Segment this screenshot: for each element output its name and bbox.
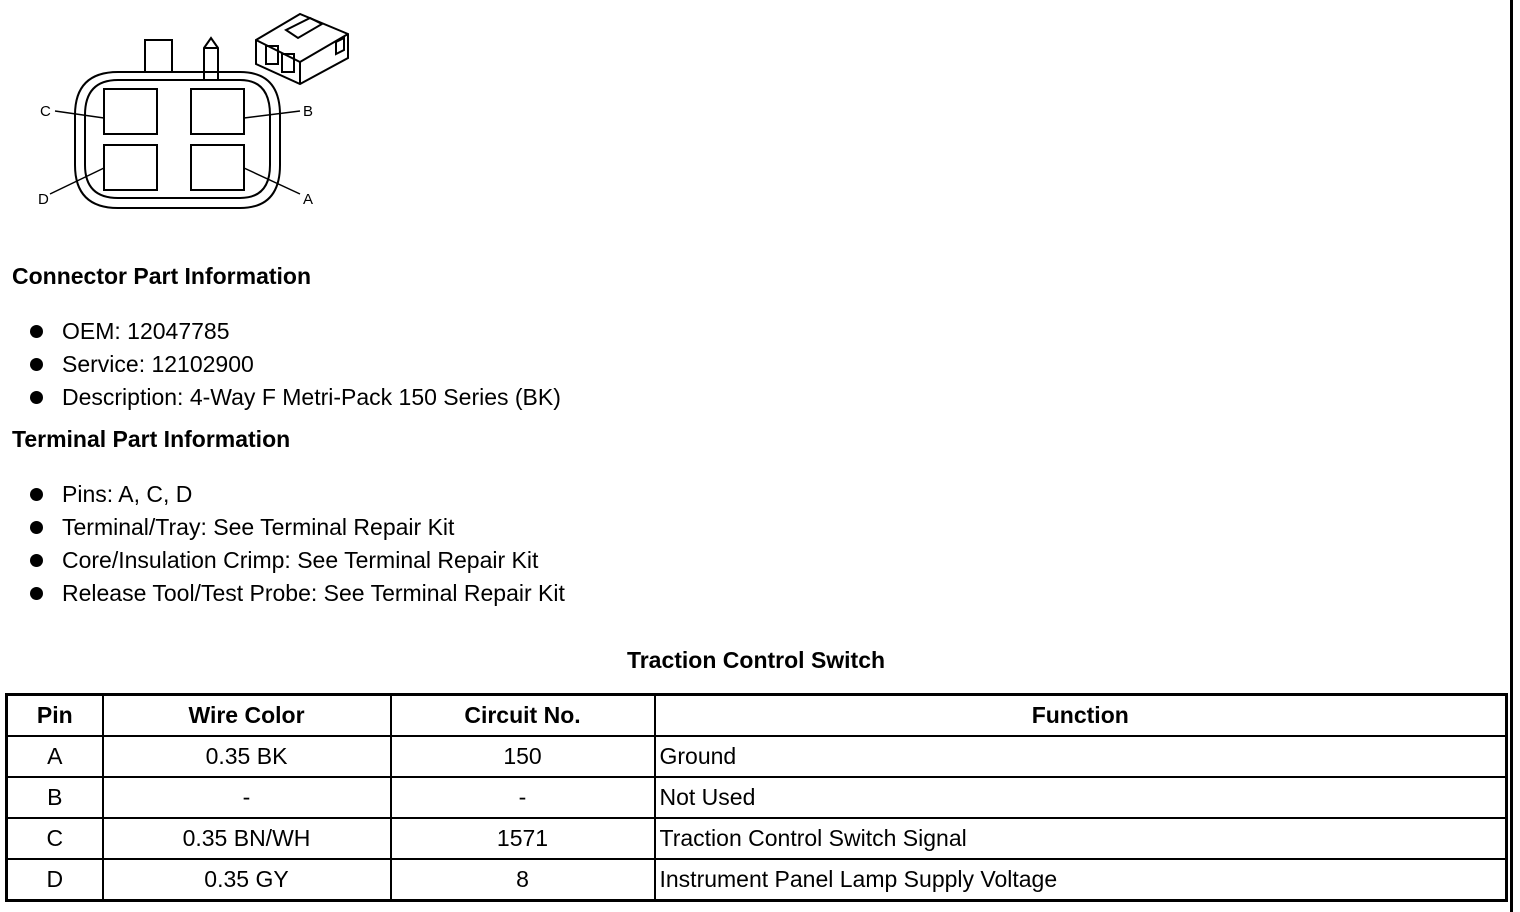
bullet-icon (30, 521, 43, 534)
pin-label-a: A (303, 191, 314, 208)
table-row (7, 736, 1507, 777)
cell-function: Ground (655, 736, 1507, 777)
bullet-icon (30, 488, 43, 501)
cell-pin: B (7, 777, 103, 818)
terminal-info-heading: Terminal Part Information (12, 426, 291, 452)
cell-circuit: 8 (391, 859, 655, 901)
connector-info-heading: Connector Part Information (12, 263, 312, 289)
cell-circuit: - (391, 777, 655, 818)
cell-wire-color: - (103, 777, 391, 818)
page-right-border (1510, 0, 1513, 912)
bullet-icon (30, 325, 43, 338)
list-item: OEM: 12047785 (30, 315, 561, 348)
cell-function: Not Used (655, 777, 1507, 818)
bullet-icon (30, 391, 43, 404)
list-item: Core/Insulation Crimp: See Terminal Repair Kit (30, 544, 565, 577)
cell-pin: D (7, 859, 103, 901)
cavity-c (104, 89, 157, 134)
table-row (7, 859, 1507, 901)
cell-circuit: 150 (391, 736, 655, 777)
table-header-row (7, 695, 1507, 737)
list-item: Terminal/Tray: See Terminal Repair Kit (30, 511, 565, 544)
bullet-icon (30, 587, 43, 600)
pin-label-b: B (303, 103, 314, 120)
table-row (7, 818, 1507, 859)
cavity-a (191, 145, 244, 190)
terminal-info-list (30, 478, 565, 610)
table-title: Traction Control Switch (626, 647, 886, 673)
pinout-table (5, 693, 1508, 902)
cell-pin: A (7, 736, 103, 777)
header-wire-color: Wire Color (103, 695, 391, 737)
bullet-icon (30, 358, 43, 371)
list-item: Description: 4-Way F Metri-Pack 150 Series (BK) (30, 381, 561, 414)
cell-wire-color: 0.35 GY (103, 859, 391, 901)
cell-function: Traction Control Switch Signal (655, 818, 1507, 859)
header-pin: Pin (7, 695, 103, 737)
cavity-b (191, 89, 244, 134)
cell-wire-color: 0.35 BN/WH (103, 818, 391, 859)
table-row (7, 777, 1507, 818)
list-item: Pins: A, C, D (30, 478, 565, 511)
cell-wire-color: 0.35 BK (103, 736, 391, 777)
pin-label-d: D (38, 191, 49, 208)
cell-pin: C (7, 818, 103, 859)
cell-function: Instrument Panel Lamp Supply Voltage (655, 859, 1507, 901)
connector-info-list (30, 315, 561, 414)
connector-diagram (0, 0, 380, 220)
header-function: Function (655, 695, 1507, 737)
cavity-d (104, 145, 157, 190)
list-item: Release Tool/Test Probe: See Terminal Repair Kit (30, 577, 565, 610)
cell-circuit: 1571 (391, 818, 655, 859)
list-item: Service: 12102900 (30, 348, 561, 381)
bullet-icon (30, 554, 43, 567)
pin-label-c: C (40, 103, 51, 120)
header-circuit-no: Circuit No. (391, 695, 655, 737)
